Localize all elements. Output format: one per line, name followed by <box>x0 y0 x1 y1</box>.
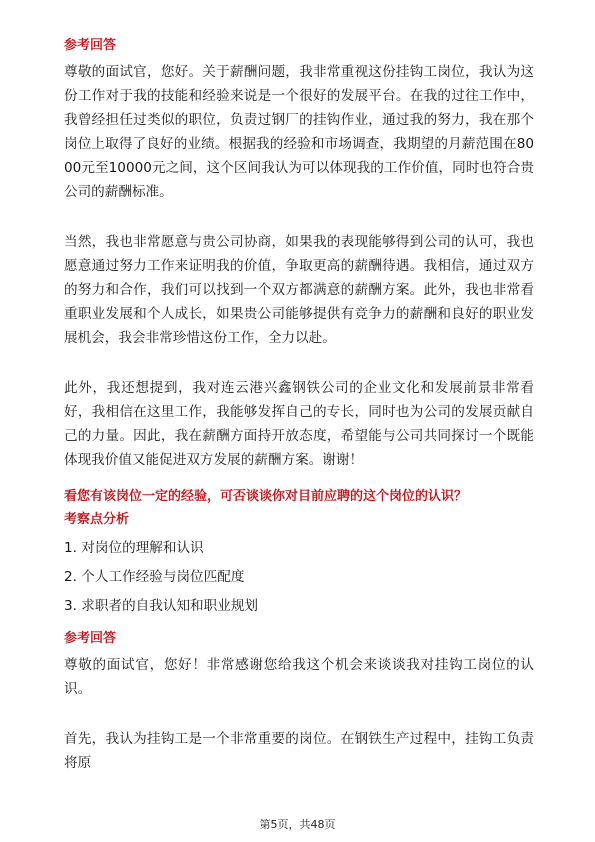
answer-paragraph-2: 当然，我也非常愿意与贵公司协商，如果我的表现能够得到公司的认可，我也愿意通过努力工作来证明我的价值，争取更高的薪酬待遇。我相信，通过双方的努力和合作，我们可以找到一个双方都满意的薪酬方案。此外，我也非常看重职业发展和个人成长，如果贵公司能够提供有竞争力的薪酬和良好的职业发展机会，我会非常珍惜这份工作，全力以赴。 <box>64 234 534 346</box>
answer2-paragraph-2: 首先，我认为挂钩工是一个非常重要的岗位。在钢铁生产过程中，挂钩工负责将原 <box>64 731 534 771</box>
answer-paragraph-3: 此外，我还想提到，我对连云港兴鑫钢铁公司的企业文化和发展前景非常看好，我相信在这里工作，我能够发挥自己的专长，同时也为公司的发展贡献自己的力量。因此，我在薪酬方面持开放态度，希望能与公司共同探讨一个既能体现我价值又能促进双方发展的薪酬方案。谢谢！ <box>64 380 534 468</box>
page-content <box>64 36 534 775</box>
answer2-paragraph-1: 尊敬的面试官，您好！非常感谢您给我这个机会来谈谈我对挂钩工岗位的认识。 <box>64 657 534 697</box>
analysis-point-2: 2. 个人工作经验与岗位匹配度 <box>64 569 245 585</box>
reference-answer-label-2: 参考回答 <box>64 631 117 646</box>
interview-question: 看您有该岗位一定的经验，可否谈谈你对目前应聘的这个岗位的认识？ <box>64 489 468 504</box>
answer-paragraph-1: 尊敬的面试官，您好。关于薪酬问题，我非常重视这份挂钩工岗位，我认为这份工作对于我的技能和经验来说是一个很好的发展平台。在我的过往工作中，我曾经担任过类似的职位，负责过钢厂的挂钩作业，通过我的努力，我在那个岗位上取得了良好的业绩。根据我的经验和市场调查，我期望的月薪范围在8000元至10000元之间，这个区间我认为可以体现我的工作价值，同时也符合贵公司的薪酬标准。 <box>64 64 534 200</box>
page-number-footer: 第5页，共48页 <box>259 818 336 831</box>
analysis-point-1: 1. 对岗位的理解和认识 <box>64 540 204 556</box>
reference-answer-label: 参考回答 <box>64 38 117 53</box>
analysis-label: 考察点分析 <box>64 512 130 527</box>
analysis-point-3: 3. 求职者的自我认知和职业规划 <box>64 598 259 614</box>
